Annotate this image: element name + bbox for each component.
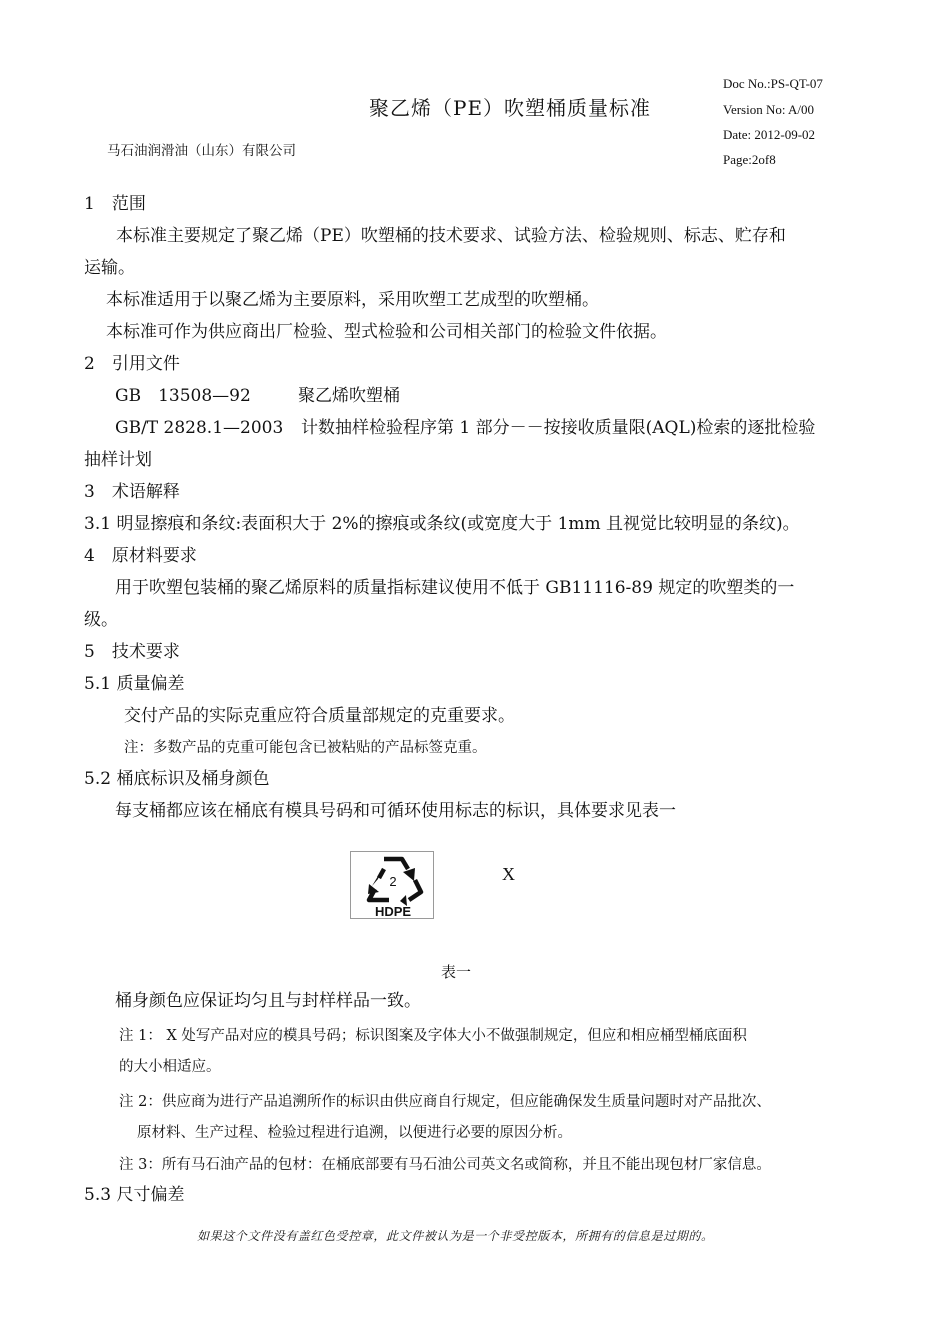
section-5-heading: 5 技术要求	[84, 642, 180, 662]
reference-1-code: GB 13508—92	[115, 386, 251, 406]
section-1-paragraph-1: 本标准主要规定了聚乙烯（PE）吹塑桶的技术要求、试验方法、检验规则、标志、贮存和	[116, 226, 786, 246]
section-5-3-heading: 5.3 尺寸偏差	[84, 1185, 185, 1205]
section-1-paragraph-1-cont: 运输。	[84, 258, 135, 278]
section-1-paragraph-3: 本标准可作为供应商出厂检验、型式检验和公司相关部门的检验文件依据。	[106, 322, 667, 342]
document-date: Date: 2012-09-02	[723, 127, 816, 142]
footer-notice: 如果这个文件没有盖红色受控章，此文件被认为是一个非受控版本，所拥有的信息是过期的。	[197, 1229, 714, 1243]
reference-2-title-cont: 抽样计划	[84, 450, 152, 470]
page-number: Page:2of8	[723, 152, 776, 167]
note-2: 注 2：供应商为进行产品追溯所作的标识由供应商自行规定，但应能确保发生质量问题时对产品批次、	[119, 1094, 771, 1110]
definition-3-1: 3.1 明显擦痕和条纹:表面积大于 2%的擦痕或条纹(或宽度大于 1mm 且视觉比较明显的条纹)。	[84, 514, 800, 534]
section-5-1-heading: 5.1 质量偏差	[84, 674, 185, 694]
section-1-paragraph-2: 本标准适用于以聚乙烯为主要原料，采用吹塑工艺成型的吹塑桶。	[106, 290, 599, 310]
document-title: 聚乙烯（PE）吹塑桶质量标准	[369, 96, 652, 120]
section-3-heading: 3 术语解释	[84, 482, 180, 502]
section-4-paragraph: 用于吹塑包装桶的聚乙烯原料的质量指标建议使用不低于 GB11116-89 规定的吹塑类的一	[115, 578, 795, 598]
company-name: 马石油润滑油（山东）有限公司	[107, 143, 296, 159]
section-5-2-heading: 5.2 桶底标识及桶身颜色	[84, 769, 270, 789]
version-number: Version No: A/00	[723, 102, 814, 117]
bucket-color-paragraph: 桶身颜色应保证均匀且与封样样品一致。	[115, 991, 421, 1011]
note-1: 注 1： X 处写产品对应的模具号码；标识图案及字体大小不做强制规定，但应和相应桶型桶底面积	[119, 1028, 747, 1044]
mold-number-placeholder: X	[502, 864, 515, 884]
section-2-heading: 2 引用文件	[84, 354, 180, 374]
note-2-cont: 原材料、生产过程、检验过程进行追溯，以便进行必要的原因分析。	[137, 1125, 572, 1141]
section-5-1-note: 注：多数产品的克重可能包含已被粘贴的产品标签克重。	[124, 740, 487, 756]
recycle-number: 2	[389, 874, 397, 889]
reference-2-title: 计数抽样检验程序第 1 部分－－按接收质量限(AQL)检索的逐批检验	[301, 418, 816, 438]
table-caption: 表一	[441, 963, 472, 981]
recycle-icon	[351, 852, 435, 920]
note-3: 注 3：所有马石油产品的包材：在桶底部要有马石油公司英文名或简称，并且不能出现包材厂家信息。	[119, 1157, 771, 1173]
recycle-label: HDPE	[374, 904, 412, 919]
note-1-cont: 的大小相适应。	[119, 1059, 221, 1075]
reference-1-title: 聚乙烯吹塑桶	[298, 386, 400, 406]
section-1-heading: 1 范围	[84, 194, 146, 214]
section-5-1-paragraph: 交付产品的实际克重应符合质量部规定的克重要求。	[124, 706, 515, 726]
section-4-heading: 4 原材料要求	[84, 546, 197, 566]
section-4-paragraph-cont: 级。	[84, 610, 118, 630]
reference-2-code: GB/T 2828.1—2003	[115, 418, 284, 438]
doc-number: Doc No.:PS-QT-07	[723, 76, 823, 91]
section-5-2-paragraph: 每支桶都应该在桶底有模具号码和可循环使用标志的标识，具体要求见表一	[115, 801, 676, 821]
hdpe-recycle-symbol	[350, 851, 434, 919]
